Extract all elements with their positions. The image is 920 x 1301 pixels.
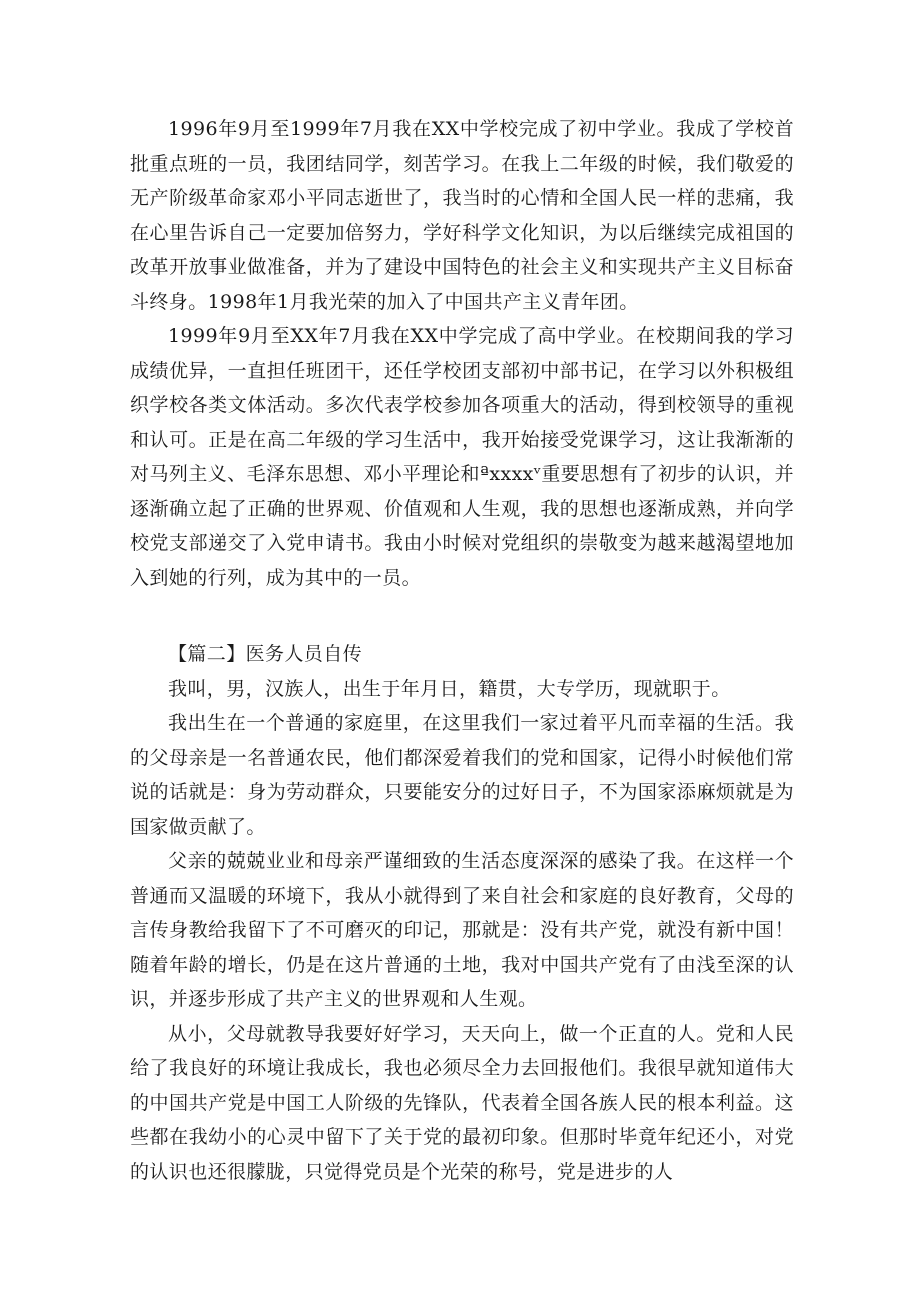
section-title: 【篇二】医务人员自传 [168, 643, 363, 665]
paragraph: 我出生在一个普通的家庭里，在这里我们一家过着平凡而幸福的生活。我的父母亲是一名普通农民，他们都深爱着我们的党和国家，记得小时候他们常说的话就是：身为劳动群众，只要能安分的过好日子，不为国家添麻烦就是为国家做贡献了。 [130, 712, 794, 838]
paragraph: 1996年9月至1999年7月我在XX中学校完成了初中学业。我成了学校首批重点班的一员，我团结同学，刻苦学习。在我上二年级的时候，我们敬爱的无产阶级革命家邓小平同志逝世了，我当时的心情和全国人民一样的悲痛，我在心里告诉自己一定要加倍努力，学好科学文化知识，为以后继续完成祖国的改革开放事业做准备，并为了建设中国特色的社会主义和实现共产主义目标奋斗终身。1998年1月我光荣的加入了中国共产主义青年团。 [130, 118, 794, 313]
paragraph: 父亲的兢兢业业和母亲严谨细致的生活态度深深的感染了我。在这样一个普通而又温暖的环境下，我从小就得到了来自社会和家庭的良好教育，父母的言传身教给我留下了不可磨灭的印记，那就是：没有共产党，就没有新中国！随着年龄的增长，仍是在这片普通的土地，我对中国共产党有了由浅至深的认识，并逐步形成了共产主义的世界观和人生观。 [130, 850, 794, 1010]
paragraph: 我叫，男，汉族人，出生于年月日，籍贯，大专学历，现就职于。 [168, 677, 731, 700]
paragraph: 从小，父母就教导我要好好学习，天天向上，做一个正直的人。党和人民给了我良好的环境让我成长，我也必须尽全力去回报他们。我很早就知道伟大的中国共产党是中国工人阶级的先锋队，代表着全国各族人民的根本利益。这些都在我幼小的心灵中留下了关于党的最初印象。但那时毕竟年纪还小，对党的认识也还很朦胧，只觉得党员是个光荣的称号，党是进步的人 [130, 1022, 794, 1183]
section-spacer [130, 595, 794, 637]
document-page [130, 112, 794, 1189]
paragraph: 1999年9月至XX年7月我在XX中学完成了高中学业。在校期间我的学习成绩优异，一直担任班团干，还任学校团支部初中部书记，在学习以外积极组织学校各类文体活动。多次代表学校参加各项重大的活动，得到校领导的重视和认可。正是在高二年级的学习生活中，我开始接受党课学习，这让我渐渐的对马列主义、毛泽东思想、邓小平理论和ªxxxxᵛ重要思想有了初步的认识，并逐渐确立起了正确的世界观、价值观和人生观，我的思想也逐渐成熟，并向学校党支部递交了入党申请书。我由小时候对党组织的崇敬变为越来越渴望地加入到她的行列，成为其中的一员。 [130, 325, 794, 589]
